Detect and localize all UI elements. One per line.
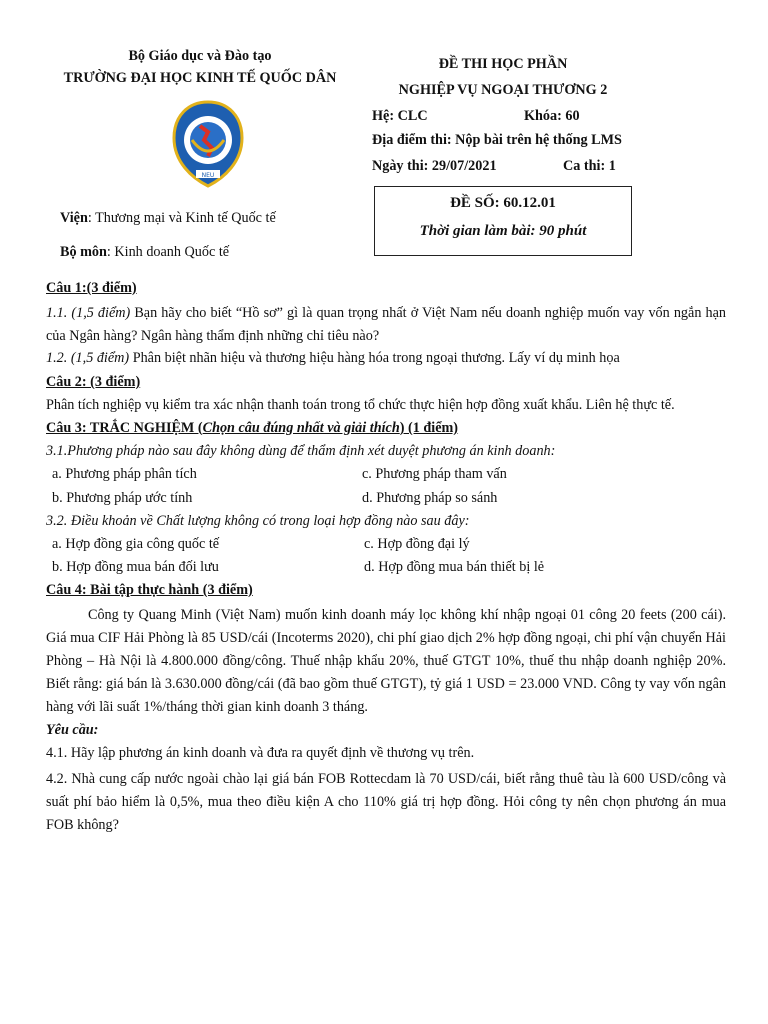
q4-title: Câu 4: Bài tập thực hành (3 điểm) — [46, 582, 253, 598]
q4-requirement-1: 4.1. Hãy lập phương án kinh doanh và đưa ra quyết định về thương vụ trên. — [46, 745, 475, 761]
exam-code-box — [374, 186, 632, 256]
q1-part2-label: 1.2. (1,5 điểm) — [46, 350, 130, 366]
department-value: : Kinh doanh Quốc tế — [106, 244, 230, 260]
q1-part2-text: Phân biệt nhãn hiệu và thương hiệu hàng hóa trong ngoại thương. Lấy ví dụ minh họa — [129, 350, 620, 366]
exam-date: Ngày thi: 29/07/2021 — [372, 158, 497, 174]
q3-2-option-d: d. Hợp đồng mua bán thiết bị lẻ — [364, 559, 545, 575]
q1-title: Câu 1:(3 điểm) — [46, 280, 137, 296]
cohort-label: Khóa: 60 — [524, 108, 580, 124]
exam-code: ĐỀ SỐ: 60.12.01 — [450, 195, 556, 211]
q3-2-option-a: a. Hợp đồng gia công quốc tế — [52, 536, 220, 552]
q4-requirement-2: 4.2. Nhà cung cấp nước ngoài chào lại giá bán FOB Rottecdam là 70 USD/cái, biết rằng thuê tàu là 600 USD/công và suất phí bảo hiểm là 0,5%, mua theo điều kiện A cho 110% giá trị hợp đồng. Hỏi công ty nên chọn phương án mua FOB không? — [46, 771, 726, 833]
exam-shift: Ca thi: 1 — [563, 158, 616, 174]
q3-2-option-b: b. Hợp đồng mua bán đối lưu — [52, 559, 219, 575]
q2-title: Câu 2: (3 điểm) — [46, 374, 141, 390]
logo-year-text: NEU — [201, 172, 215, 179]
exam-duration: Thời gian làm bài: 90 phút — [419, 223, 587, 239]
q3-title — [46, 420, 458, 437]
exam-location: Địa điểm thi: Nộp bài trên hệ thống LMS — [372, 132, 622, 148]
q3-1-option-c: c. Phương pháp tham vấn — [362, 466, 507, 482]
q3-1-option-b: b. Phương pháp ước tính — [52, 490, 193, 506]
exam-title: ĐỀ THI HỌC PHẦN — [438, 56, 568, 72]
q1-part2 — [46, 350, 620, 367]
q3-1-question: 3.1.Phương pháp nào sau đây không dùng để thẩm định xét duyệt phương án kinh doanh: — [46, 443, 556, 459]
q3-title-b: Chọn câu đúng nhất và giải thích — [202, 420, 400, 436]
q4-requirements-title: Yêu cầu: — [46, 722, 99, 738]
q3-2-option-c: c. Hợp đồng đại lý — [364, 536, 470, 552]
q3-title-a: Câu 3: TRẮC NGHIỆM ( — [46, 420, 203, 436]
department-line — [60, 244, 229, 261]
q2-text: Phân tích nghiệp vụ kiểm tra xác nhận thanh toán trong tổ chức thực hiện hợp đồng xuất khẩu. Liên hệ thực tế. — [46, 397, 675, 413]
q1-part1 — [46, 302, 726, 348]
institute-value: : Thương mại và Kinh tế Quốc tế — [87, 210, 276, 226]
system-label: Hệ: CLC — [372, 108, 428, 124]
institute-label: Viện — [60, 210, 88, 226]
q1-part1-label: 1.1. (1,5 điểm) — [46, 305, 131, 321]
q3-1-option-d: d. Phương pháp so sánh — [362, 490, 498, 506]
ministry-name: Bộ Giáo dục và Đào tạo — [128, 48, 272, 64]
q3-2-question: 3.2. Điều khoản về Chất lượng không có trong loại hợp đồng nào sau đây: — [46, 513, 470, 529]
q1-part1-text: Bạn hãy cho biết “Hồ sơ” gì là quan trọng nhất ở Việt Nam nếu doanh nghiệp muốn vay vốn ngắn hạn của Ngân hàng? Ngân hàng thẩm định những chỉ tiêu nào? — [46, 305, 726, 344]
institute-line — [60, 210, 276, 227]
q3-title-c: ) (1 điểm) — [399, 420, 459, 436]
university-logo — [172, 100, 244, 188]
q4-text: Công ty Quang Minh (Việt Nam) muốn kinh doanh máy lọc không khí nhập ngoại 01 công 20 feets (200 cái). Giá mua CIF Hải Phòng là 85 USD/cái (Incoterms 2020), chi phí giao dịch 2% hợp đồng ngoại, chi phí vận chuyển Hải Phòng – Hà Nội là 4.800.000 đồng/công. Thuế nhập khẩu 20%, thuế GTGT 10%, thuế thu nhập doanh nghiệp 20%. Biết rằng: giá bán là 3.630.000 đồng/cái (đã bao gồm thuế GTGT), tỷ giá 1 USD = 23.000 VND. Công ty vay vốn ngân hàng với lãi suất 1%/tháng thời gian kinh doanh 3 tháng. — [46, 607, 726, 715]
q3-1-option-a: a. Phương pháp phân tích — [52, 466, 197, 482]
university-name: TRƯỜNG ĐẠI HỌC KINH TẾ QUỐC DÂN — [63, 70, 337, 86]
department-label: Bộ môn — [60, 244, 107, 260]
course-name: NGHIỆP VỤ NGOẠI THƯƠNG 2 — [398, 82, 608, 98]
